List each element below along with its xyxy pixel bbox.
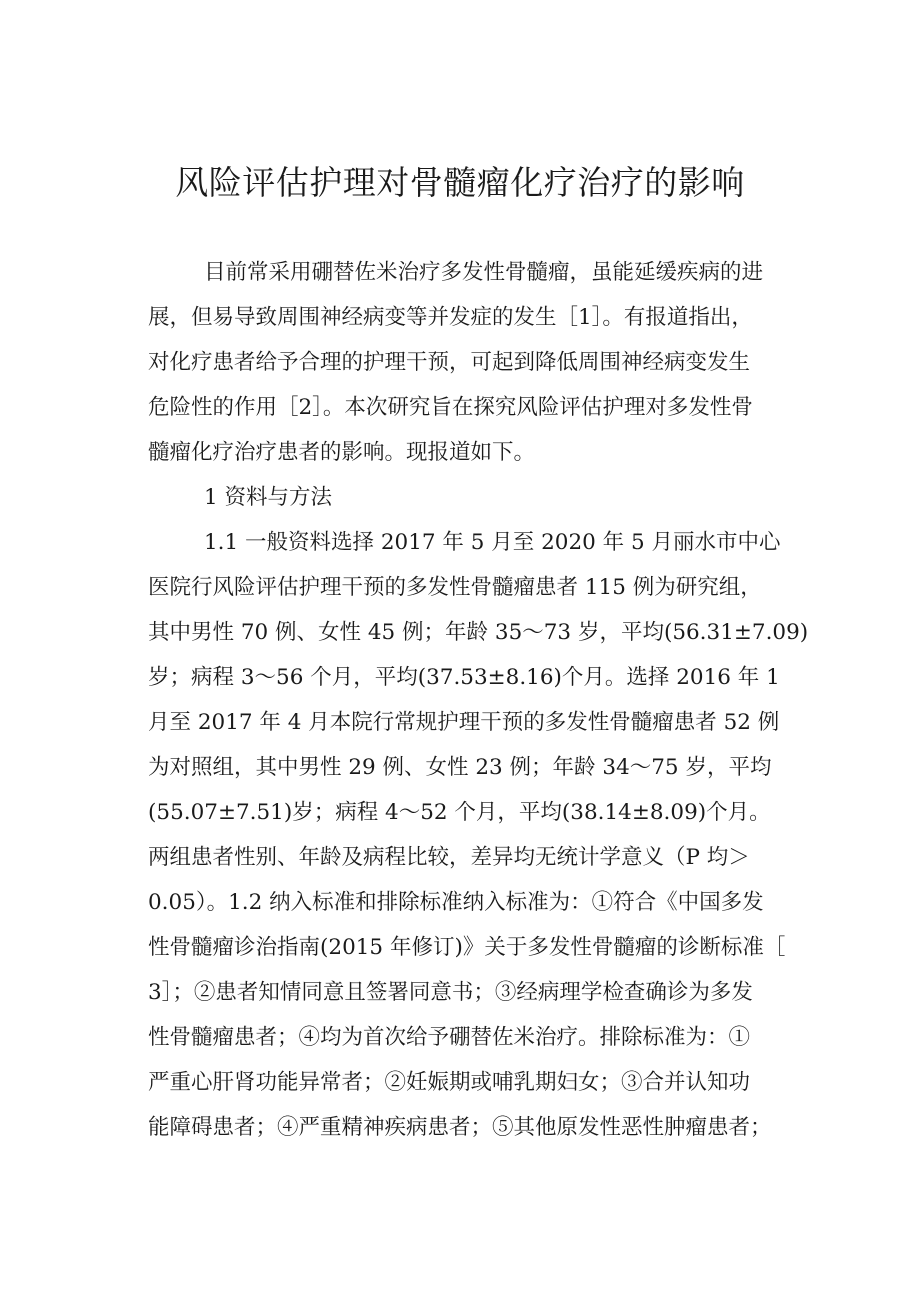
body-line: 危险性的作用［2］。本次研究旨在探究风险评估护理对多发性骨 (148, 395, 753, 420)
section-heading: 1 资料与方法 (204, 485, 333, 510)
body-line: 月至 2017 年 4 月本院行常规护理干预的多发性骨髓瘤患者 52 例 (148, 710, 780, 735)
body-line: 严重心肝肾功能异常者；②妊娠期或哺乳期妇女；③合并认知功 (148, 1070, 751, 1095)
body-line: 为对照组，其中男性 29 例、女性 23 例；年龄 34～75 岁，平均 (148, 755, 772, 780)
body-line: 目前常采用硼替佐米治疗多发性骨髓瘤，虽能延缓疾病的进 (204, 260, 764, 285)
document-body (148, 250, 813, 1150)
body-line: 医院行风险评估护理干预的多发性骨髓瘤患者 115 例为研究组， (148, 575, 762, 600)
body-line: 髓瘤化疗治疗患者的影响。现报道如下。 (148, 440, 536, 465)
body-line: 岁；病程 3～56 个月，平均(37.53±8.16)个月。选择 2016 年 1 (148, 665, 780, 690)
body-line: 性骨髓瘤诊治指南(2015 年修订)》关于多发性骨髓瘤的诊断标准［ (148, 935, 786, 960)
body-line: (55.07±7.51)岁；病程 4～52 个月，平均(38.14±8.09)个月。 (148, 800, 771, 825)
body-line: 其中男性 70 例、女性 45 例；年龄 35～73 岁，平均(56.31±7.09) (148, 620, 809, 645)
body-line: 展，但易导致周围神经病变等并发症的发生［1］。有报道指出， (148, 305, 753, 330)
body-line: 1.1 一般资料选择 2017 年 5 月至 2020 年 5 月丽水市中心 (204, 530, 781, 555)
body-line: 3］；②患者知情同意且签署同意书；③经病理学检查确诊为多发 (148, 980, 753, 1005)
body-line: 0.05）。1.2 纳入标准和排除标准纳入标准为：①符合《中国多发 (148, 890, 764, 915)
body-line: 性骨髓瘤患者；④均为首次给予硼替佐米治疗。排除标准为：① (148, 1025, 751, 1050)
body-line: 对化疗患者给予合理的护理干预，可起到降低周围神经病变发生 (148, 350, 751, 375)
body-line: 能障碍患者；④严重精神疾病患者；⑤其他原发性恶性肿瘤患者； (148, 1115, 772, 1140)
body-line: 两组患者性别、年龄及病程比较，差异均无统计学意义（P 均＞ (148, 845, 750, 870)
document-title: 风险评估护理对骨髓瘤化疗治疗的影响 (175, 163, 745, 202)
